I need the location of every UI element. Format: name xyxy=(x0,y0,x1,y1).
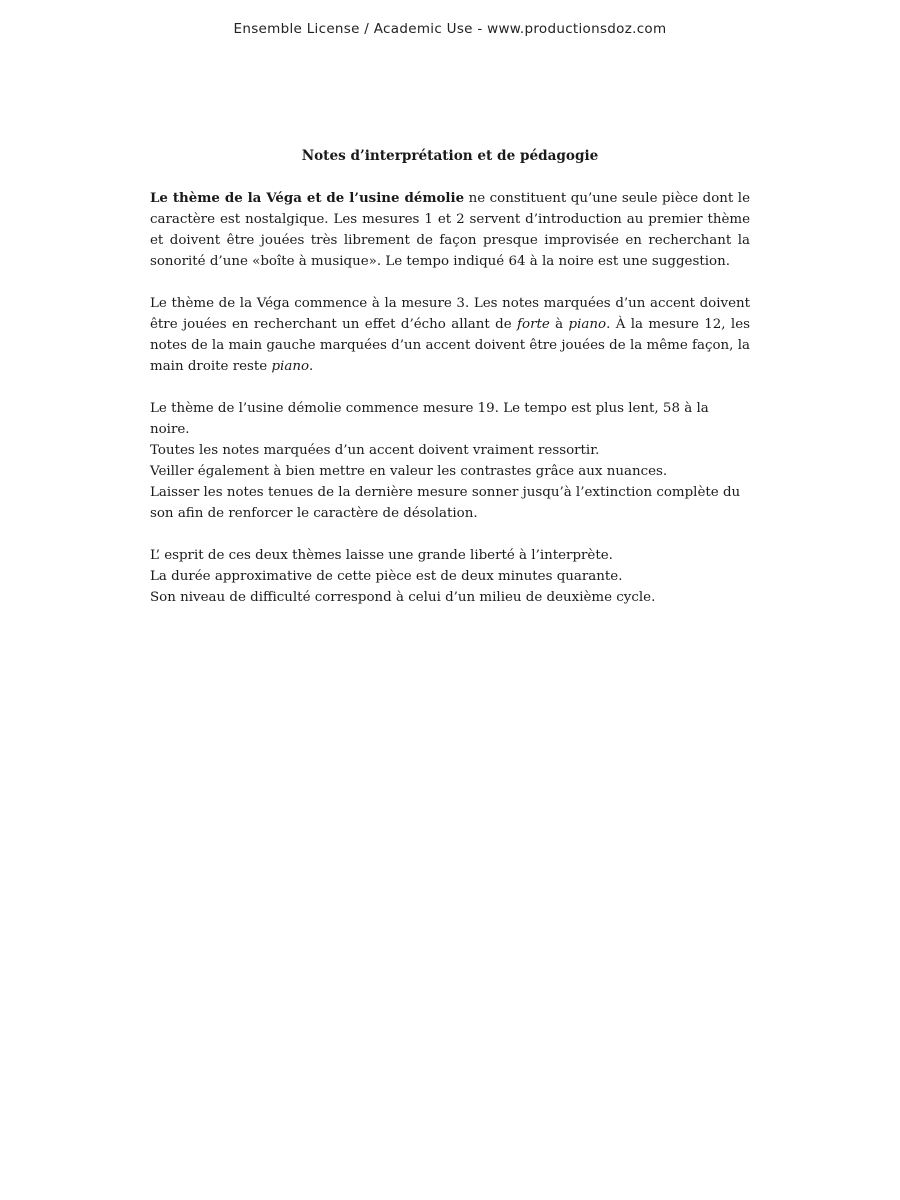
vega-text-part4: . xyxy=(309,359,314,374)
summary-line-1: L’ esprit de ces deux thèmes laisse une grande liberté à l’interprète. xyxy=(150,548,613,563)
usine-line-4: Laisser les notes tenues de la dernière mesure sonner jusqu’à l’extinction complète du son afin de renforcer le caractère de désolation. xyxy=(150,485,741,521)
vega-dynamic-piano: piano xyxy=(568,317,607,332)
vega-text-part2: à xyxy=(549,317,569,332)
vega-text-part1: Le thème de la Véga commence à la mesure 3. Les notes marquées d’un accent doivent être jouées en recherchant un effet d’écho allant de xyxy=(150,296,750,332)
usine-line-1: Le thème de l’usine démolie commence mesure 19. Le tempo est plus lent, 58 à la noire. xyxy=(150,401,709,437)
vega-dynamic-piano-right-hand: piano xyxy=(271,359,310,374)
intro-text: ne constituent qu’une seule pièce dont le caractère est nostalgique. Les mesures 1 et 2 servent d’introduction au premier thème et doivent être jouées très librement de façon presque improvisée en recherchant la sonorité d’une «boîte à musique». Le tempo indiqué 64 à la noire est une suggestion. xyxy=(150,191,750,269)
paragraph-intro xyxy=(150,188,750,272)
usine-line-2: Toutes les notes marquées d’un accent doivent vraiment ressortir. xyxy=(150,443,600,458)
paragraph-usine-theme xyxy=(150,398,750,524)
paragraph-summary xyxy=(150,545,750,608)
document-title: Notes d’interprétation et de pédagogie xyxy=(301,148,599,164)
summary-line-2: La durée approximative de cette pièce est de deux minutes quarante. xyxy=(150,569,623,584)
usine-line-3: Veiller également à bien mettre en valeur les contrastes grâce aux nuances. xyxy=(150,464,668,479)
vega-dynamic-forte: forte xyxy=(517,317,550,332)
vega-text-part3: . À la mesure 12, les notes de la main gauche marquées d’un accent doivent être jouées de la même façon, la main droite reste xyxy=(150,317,751,374)
intro-bold-lead: Le thème de la Véga et de l’usine démolie xyxy=(150,190,465,206)
paragraph-vega-theme xyxy=(150,293,750,377)
license-header: Ensemble License / Academic Use - www.productionsdoz.com xyxy=(233,21,667,37)
summary-line-3: Son niveau de difficulté correspond à celui d’un milieu de deuxième cycle. xyxy=(150,590,656,605)
document-body xyxy=(150,146,750,629)
